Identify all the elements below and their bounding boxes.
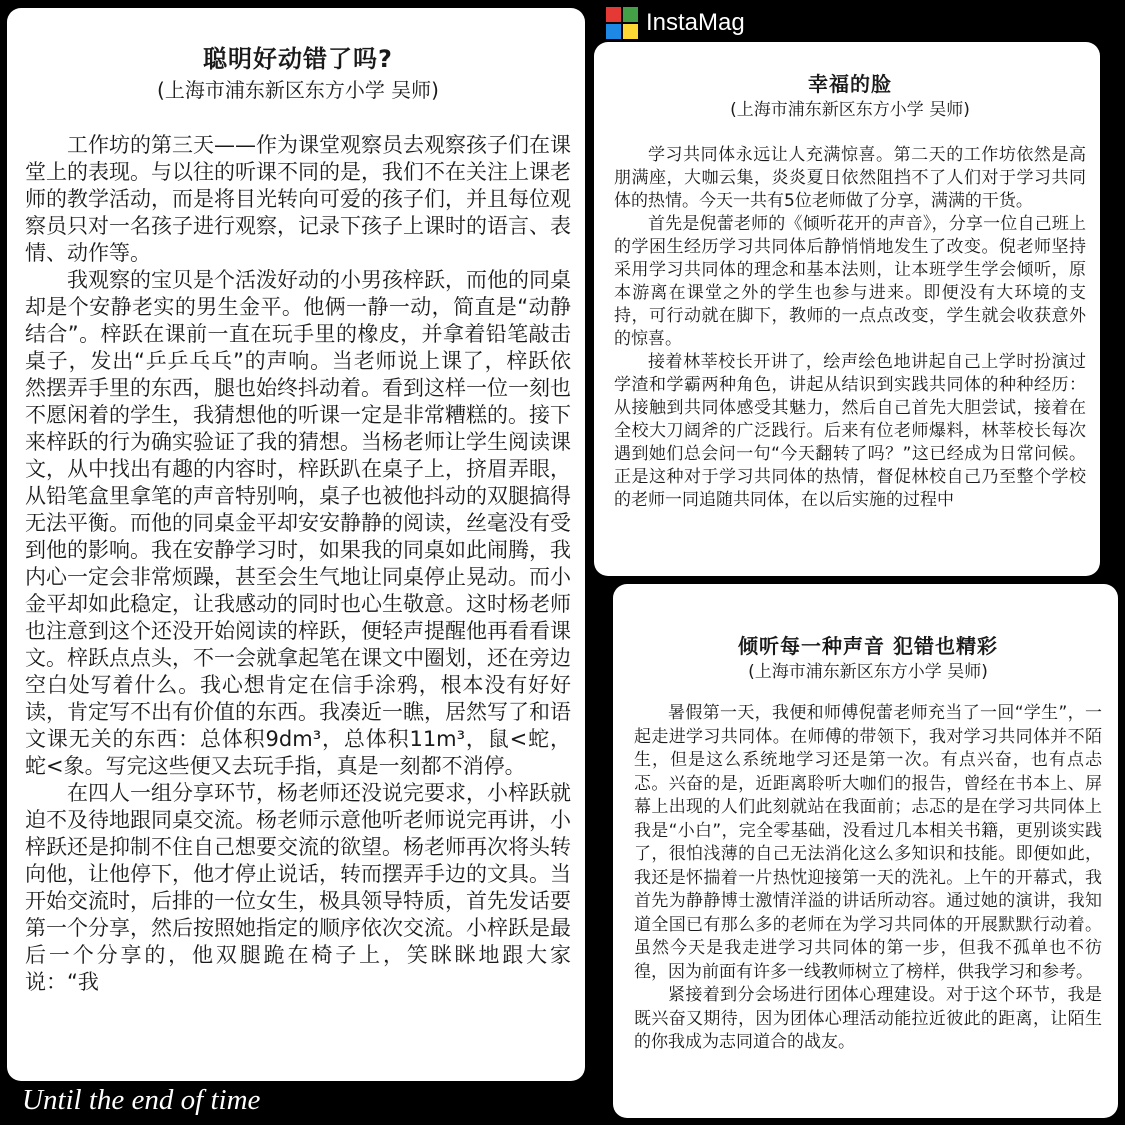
- article-title: 聪明好动错了吗?: [203, 45, 393, 73]
- article-panel-bottom-right: [613, 584, 1118, 1118]
- article-byline: (上海市浦东新区东方小学 吴师): [748, 662, 988, 682]
- article-title: 倾听每一种声音 犯错也精彩: [738, 634, 998, 658]
- article-byline: (上海市浦东新区东方小学 吴师): [157, 78, 439, 102]
- collage-caption: Until the end of time: [22, 1084, 261, 1116]
- article-title: 幸福的脸: [808, 72, 892, 96]
- article-paragraph: 学习共同体永远让人充满惊喜。第二天的工作坊依然是高朋满座，大咖云集，炎炎夏日依然阻挡不了人们对于学习共同体的热情。今天一共有5位老师做了分享，满满的干货。: [614, 145, 1086, 211]
- article-paragraph: 工作坊的第三天——作为课堂观察员去观察孩子们在课堂上的表现。与以往的听课不同的是，我们不在关注上课老师的教学活动，而是将目光转向可爱的孩子们，并且每位观察员只对一名孩子进行观察，记录下孩子上课时的语言、表情、动作等。: [25, 133, 571, 265]
- article-paragraph: 暑假第一天，我便和师傅倪蕾老师充当了一回“学生”，一起走进学习共同体。在师傅的带领下，我对学习共同体并不陌生，但是这么系统地学习还是第一次。有点兴奋，也有点忐忑。兴奋的是，近距离聆听大咖们的报告，曾经在书本上、屏幕上出现的人们此刻就站在我面前；忐忑的是在学习共同体上我是“小白”，完全零基础，没看过几本相关书籍，更别谈实践了，很怕浅薄的自己无法消化这么多知识和技能。即便如此，我还是怀揣着一片热忱迎接第一天的洗礼。上午的开幕式，我首先为静静博士激情洋溢的讲话所动容。通过她的演讲，我知道全国已有那么多的老师在为学习共同体的开展默默行动着。虽然今天是我走进学习共同体的第一步，但我不孤单也不彷徨，因为前面有许多一线教师树立了榜样，供我学习和参考。: [634, 703, 1102, 982]
- instamag-logo-icon: [606, 7, 638, 39]
- article-paragraph: 接着林莘校长开讲了，绘声绘色地讲起自己上学时扮演过学渣和学霸两种角色，讲起从结识到实践共同体的种种经历：从接触到共同体感受其魅力，然后自己首先大胆尝试，接着在全校大刀阔斧的广泛践行。后来有位老师爆料，林莘校长每次遇到她们总会问一句“今天翻转了吗？”这已经成为日常问候。正是这种对于学习共同体的热情，督促林校自己乃至整个学校的老师一同追随共同体，在以后实施的过程中: [614, 352, 1086, 510]
- article-paragraph: 紧接着到分会场进行团体心理建设。对于这个环节，我是既兴奋又期待，因为团体心理活动能拉近彼此的距离，让陌生的你我成为志同道合的战友。: [634, 985, 1102, 1052]
- article-panel-left: [7, 8, 585, 1081]
- article-panel-top-right: [594, 42, 1100, 576]
- article-paragraph: 首先是倪蕾老师的《倾听花开的声音》，分享一位自己班上的学困生经历学习共同体后静悄悄地发生了改变。倪老师坚持采用学习共同体的理念和基本法则，让本班学生学会倾听，原本游离在课堂之外的学生也参与进来。即便没有大环境的支持，可行动就在脚下，教师的一点点改变，学生就会收获意外的惊喜。: [614, 214, 1086, 349]
- app-logo: [606, 6, 745, 40]
- article-paragraph: 在四人一组分享环节，杨老师还没说完要求，小梓跃就迫不及待地跟同桌交流。杨老师示意他听老师说完再讲，小梓跃还是抑制不住自己想要交流的欲望。杨老师再次将头转向他，让他停下，他才停止说话，转而摆弄手边的文具。当开始交流时，后排的一位女生，极具领导特质，首先发话要第一个分享，然后按照她指定的顺序依次交流。小梓跃是最后一个分享的，他双腿跪在椅子上，笑眯眯地跟大家说：“我: [25, 781, 571, 994]
- app-logo-text: InstaMag: [646, 9, 745, 36]
- article-byline: (上海市浦东新区东方小学 吴师): [730, 100, 970, 120]
- article-paragraph: 我观察的宝贝是个活泼好动的小男孩梓跃，而他的同桌却是个安静老实的男生金平。他俩一静一动，简直是“动静结合”。梓跃在课前一直在玩手里的橡皮，并拿着铅笔敲击桌子，发出“乒乒乓乓”的声响。当老师说上课了，梓跃依然摆弄手里的东西，腿也始终抖动着。看到这样一位一刻也不愿闲着的学生，我猜想他的听课一定是非常糟糕的。接下来梓跃的行为确实验证了我的猜想。当杨老师让学生阅读课文，从中找出有趣的内容时，梓跃趴在桌子上，挤眉弄眼，从铅笔盒里拿笔的声音特别响，桌子也被他抖动的双腿搞得无法平衡。而他的同桌金平却安安静静的阅读，丝毫没有受到他的影响。我在安静学习时，如果我的同桌如此闹腾，我内心一定会非常烦躁，甚至会生气地让同桌停止晃动。而小金平却如此稳定，让我感动的同时也心生敬意。这时杨老师也注意到这个还没开始阅读的梓跃，便轻声提醒他再看看课文。梓跃点点头，不一会就拿起笔在课文中圈划，还在旁边空白处写着什么。我心想肯定在信手涂鸦，根本没有好好读，肯定写不出有价值的东西。我凑近一瞧，居然写了和语文课无关的东西：总体积9dm³，总体积11m³，鼠<蛇，蛇<象。写完这些便又去玩手指，真是一刻都不消停。: [25, 268, 571, 778]
